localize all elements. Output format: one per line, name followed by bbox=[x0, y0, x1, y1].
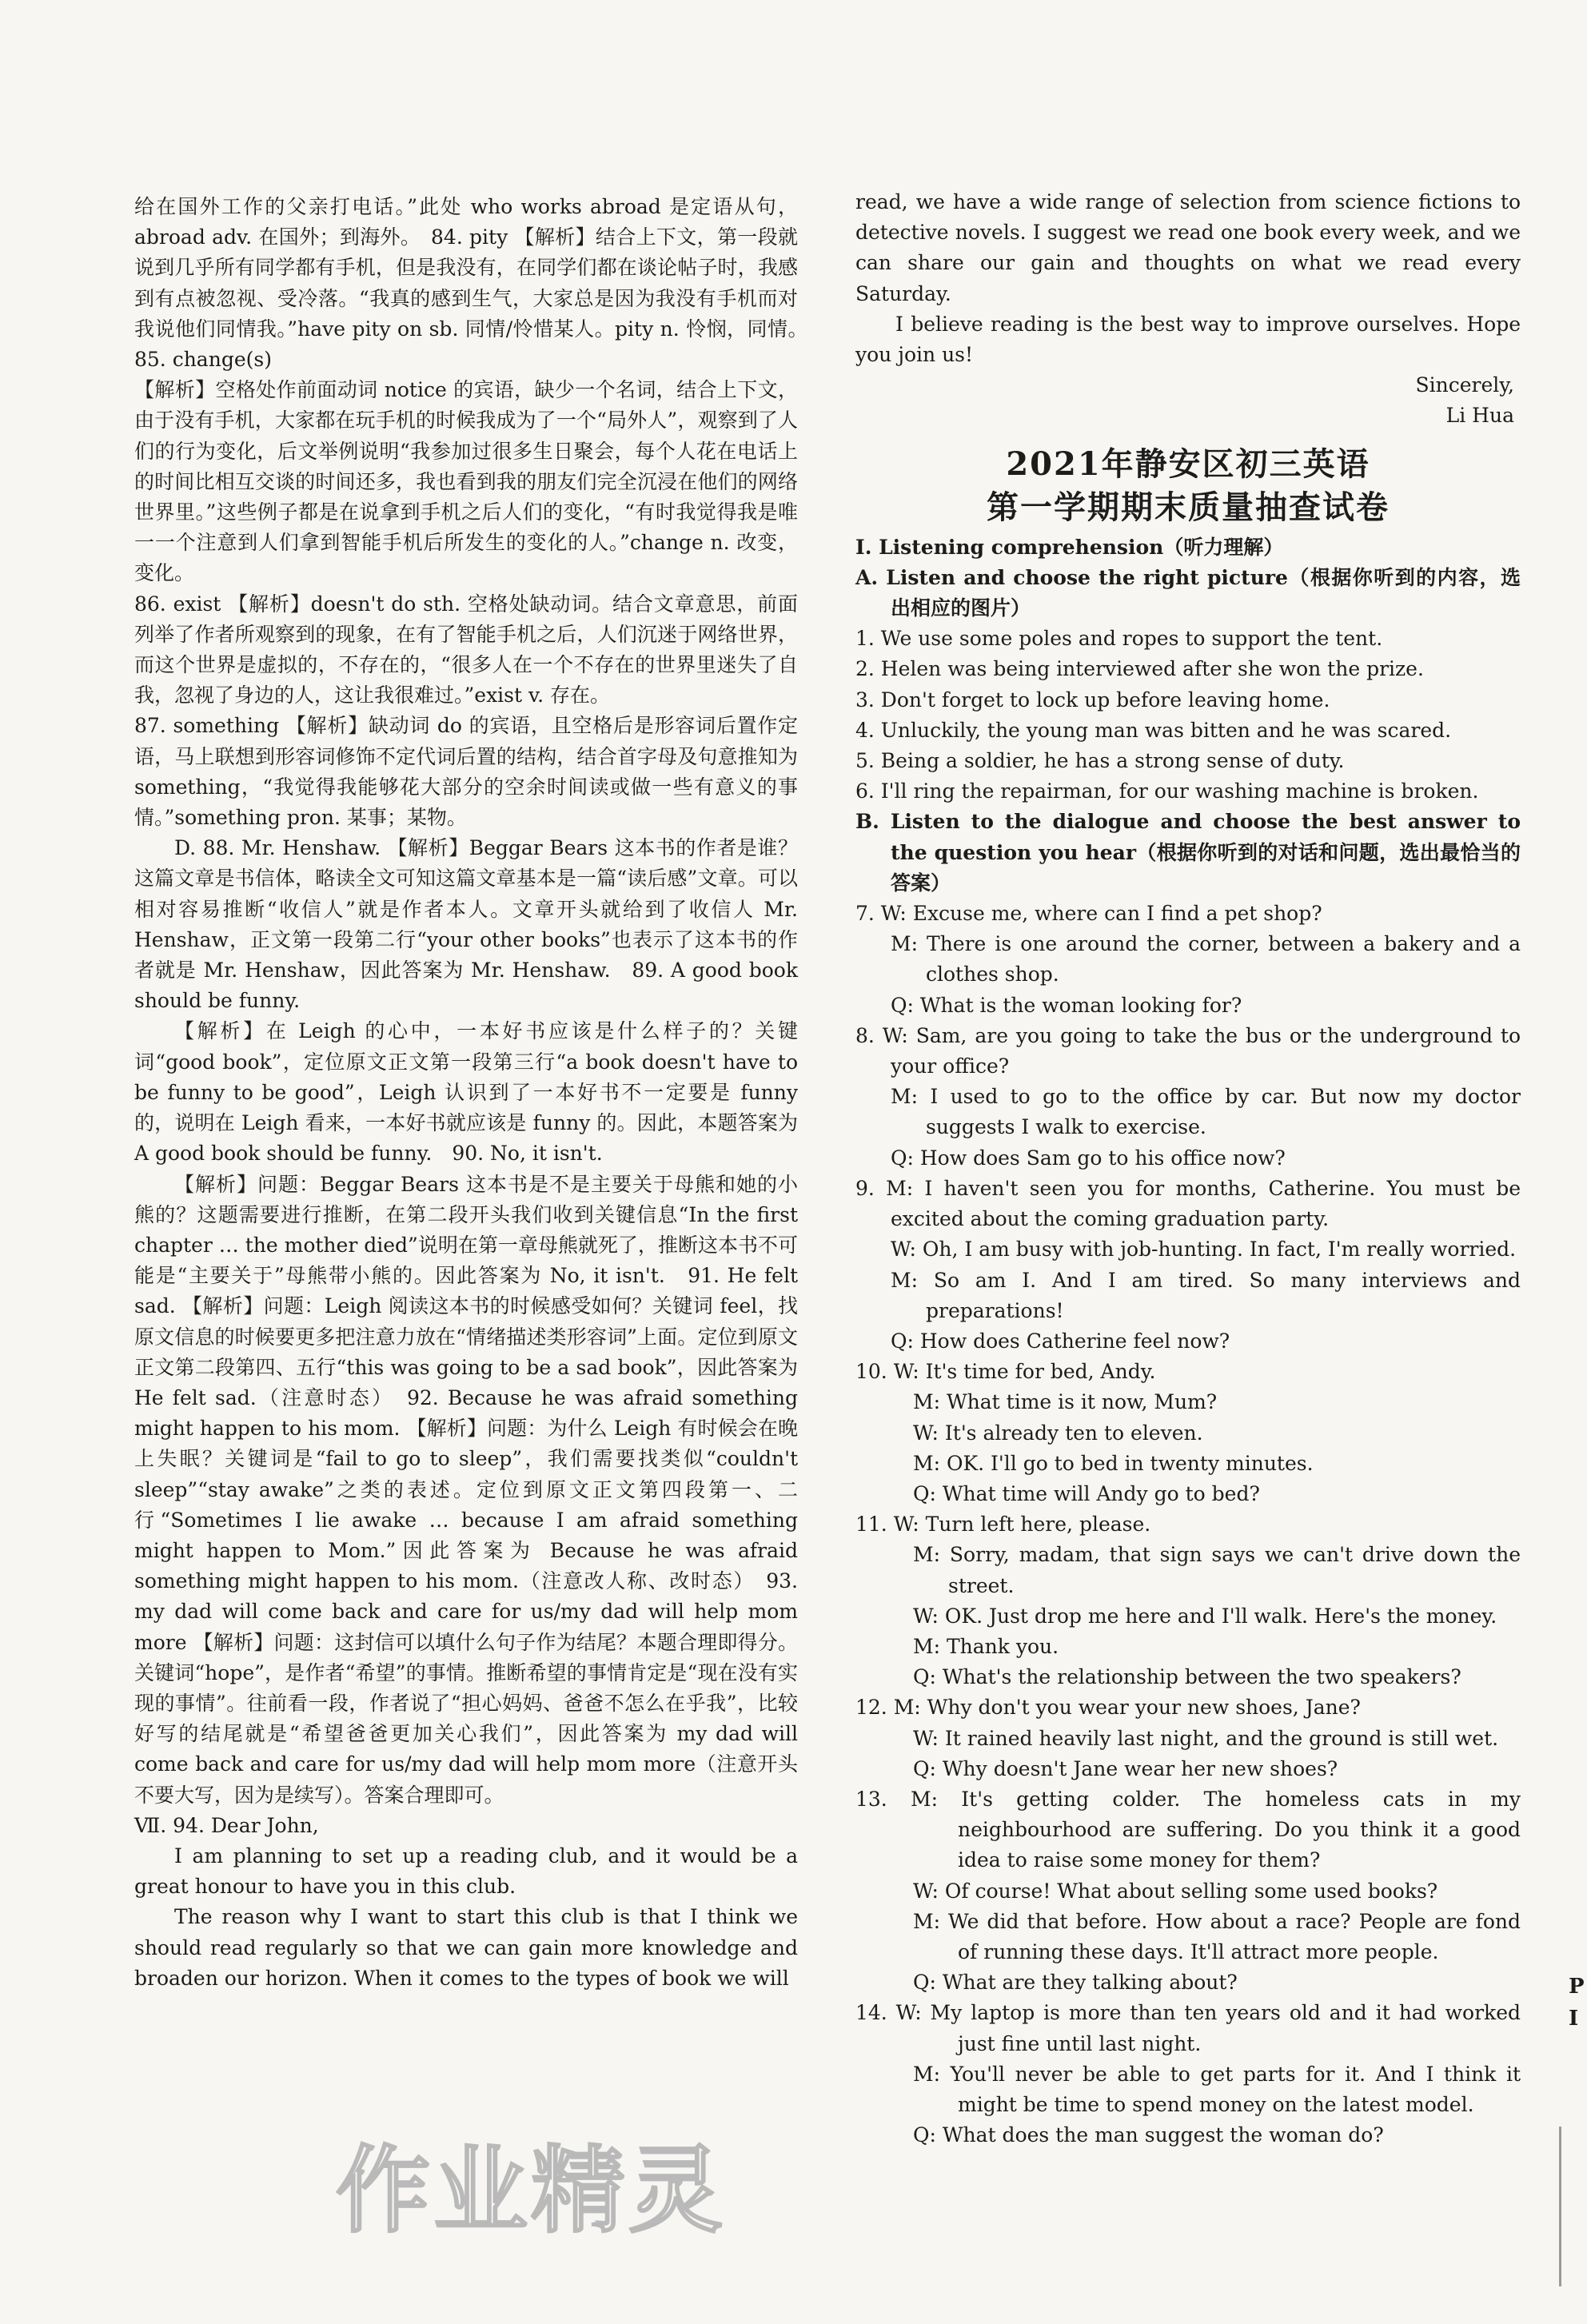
exam-title-line-1: 2021年静安区初三英语 bbox=[1006, 444, 1370, 483]
analysis-89-90: 【解析】在 Leigh 的心中，一本好书应该是什么样子的？关键词“good book”，定位原文正文第一段第三行“a book doesn't have to be funny to be good”，Leigh 认识到了一本好书不一定要是 funny 的，说明在 Leigh 看来，一本好书就应该是 funny 的。因此，本题答案为 A good book should be funny. 90. No, it isn't. bbox=[134, 1019, 798, 1166]
page-edge-line bbox=[1559, 2127, 1561, 2286]
dialogue-10-m2: M: OK. I'll go to bed in twenty minutes. bbox=[913, 1451, 1314, 1475]
section-1-heading: Ⅰ. Listening comprehension（听力理解） bbox=[855, 535, 1284, 559]
dialogue-7-m: M: There is one around the corner, between a bakery and a clothes shop. bbox=[891, 932, 1521, 987]
answer-84-85: 给在国外工作的父亲打电话。”此处 who works abroad 是定语从句，abroad adv. 在国外；到海外。 84. pity 【解析】结合上下文，第一段就说到几乎所有同学都有手机，但是我没有，在同学们都在谈论帖子时，我感到有点被忽视、受冷落。“我真的感到生气，大家总是因为我没有手机而对我说他们同情我。”have pity on sb. 同情/怜惜某人。pity n. 怜悯，同情。 85. change(s) bbox=[134, 195, 819, 372]
dialogue-11-m2: M: Thank you. bbox=[913, 1634, 1059, 1658]
dialogue-12-w: W: It rained heavily last night, and the ground is still wet. bbox=[913, 1726, 1499, 1750]
dialogue-10-w2: W: It's already ten to eleven. bbox=[913, 1421, 1203, 1445]
item-2: 2. Helen was being interviewed after she won the prize. bbox=[855, 657, 1424, 681]
dialogue-13-m: 13. M: It's getting colder. The homeless cats in my neighbourhood are suffering. Do you think it a good idea to raise some money for them? bbox=[855, 1787, 1521, 1872]
answer-88-89: D. 88. Mr. Henshaw. 【解析】Beggar Bears 这本书的作者是谁？这篇文章是书信体，略读全文可知这篇文章基本是一篇“读后感”文章。可以相对容易推断“收信人”就是作者本人。文章开头就给到了收信人 Mr. Henshaw，正文第一段第二行“your other books”也表示了这本书的作者就是 Mr. Henshaw，因此答案为 Mr. Henshaw. 89. A good book should be funny. bbox=[134, 836, 798, 1013]
letter-closing: Sincerely, bbox=[1415, 373, 1514, 397]
dialogue-9-w: W: Oh, I am busy with job-hunting. In fact, I'm really worried. bbox=[891, 1238, 1517, 1262]
dialogue-13-w: W: Of course! What about selling some used books? bbox=[913, 1879, 1438, 1903]
dialogue-8-q: Q: How does Sam go to his office now? bbox=[891, 1146, 1286, 1170]
item-5: 5. Being a soldier, he has a strong sense of duty. bbox=[855, 749, 1345, 773]
margin-letter-p: P bbox=[1569, 1975, 1585, 1999]
dialogue-9-q: Q: How does Catherine feel now? bbox=[891, 1329, 1230, 1353]
letter-paragraph-1: I am planning to set up a reading club, and it would be a great honour to have you in this club. bbox=[134, 1844, 798, 1899]
dialogue-8-m: M: I used to go to the office by car. But now my doctor suggests I walk to exercise. bbox=[891, 1085, 1521, 1139]
letter-paragraph-2-cont: read, we have a wide range of selection from science fictions to detective novels. I suggest we read one book every week, and we can share our gain and thoughts on what we read every Saturday. bbox=[855, 190, 1521, 305]
left-column bbox=[134, 192, 819, 1994]
dialogue-8-w: 8. W: Sam, are you going to take the bus or the underground to your office? bbox=[855, 1023, 1521, 1078]
dialogue-10-m: M: What time is it now, Mum? bbox=[913, 1390, 1218, 1414]
dialogue-14-q: Q: What does the man suggest the woman do? bbox=[913, 2123, 1384, 2147]
letter-signature: Li Hua bbox=[1445, 404, 1514, 428]
dialogue-11-w: 11. W: Turn left here, please. bbox=[855, 1513, 1151, 1537]
answer-86: 86. exist 【解析】doesn't do sth. 空格处缺动词。结合文章意思，前面列举了作者所观察到的现象，在有了智能手机之后，人们沉迷于网络世界，而这个世界是虚拟的，不存在的，“很多人在一个不存在的世界里迷失了自我，忽视了身边的人，这让我很难过。”exist v. 存在。 bbox=[134, 592, 798, 708]
dialogue-12-q: Q: Why doesn't Jane wear her new shoes? bbox=[913, 1756, 1338, 1780]
dialogue-11-m: M: Sorry, madam, that sign says we can't drive down the street. bbox=[913, 1543, 1521, 1597]
section-a-heading: A. Listen and choose the right picture（根据你听到的内容，选出相应的图片） bbox=[855, 565, 1521, 620]
dialogue-10-q: Q: What time will Andy go to bed? bbox=[913, 1481, 1260, 1505]
dialogue-9-m2: M: So am I. And I am tired. So many interviews and preparations! bbox=[891, 1268, 1521, 1322]
dialogue-10-w: 10. W: It's time for bed, Andy. bbox=[855, 1360, 1156, 1384]
dialogue-11-q: Q: What's the relationship between the two speakers? bbox=[913, 1665, 1461, 1689]
dialogue-7-q: Q: What is the woman looking for? bbox=[891, 993, 1242, 1017]
item-6: 6. I'll ring the repairman, for our washing machine is broken. bbox=[855, 779, 1479, 803]
answer-87: 87. something 【解析】缺动词 do 的宾语，且空格后是形容词后置作定语，马上联想到形容词修饰不定代词后置的结构，结合首字母及句意推知为 something，“我觉得我能够花大部分的空余时间读或做一些有意义的事情。”something pron. 某事；某物。 bbox=[134, 714, 798, 830]
exam-title-line-2: 第一学期期末质量抽查试卷 bbox=[987, 488, 1390, 526]
exam-title bbox=[855, 443, 1521, 529]
dialogue-14-m: M: You'll never be able to get parts for it. And I think it might be time to spend money on the latest model. bbox=[913, 2062, 1521, 2116]
margin-letter-i: I bbox=[1569, 2007, 1579, 2031]
dialogue-13-m2: M: We did that before. How about a race? People are fond of running these days. It'll attract more people. bbox=[913, 1909, 1521, 1963]
dialogue-14-w: 14. W: My laptop is more than ten years old and it had worked just fine until last night. bbox=[855, 2001, 1521, 2055]
item-1: 1. We use some poles and ropes to support the tent. bbox=[855, 627, 1383, 651]
dialogue-13-q: Q: What are they talking about? bbox=[913, 1971, 1238, 1995]
item-4: 4. Unluckily, the young man was bitten and he was scared. bbox=[855, 718, 1452, 742]
dialogue-11-w2: W: OK. Just drop me here and I'll walk. Here's the money. bbox=[913, 1604, 1497, 1628]
analysis-85: 【解析】空格处作前面动词 notice 的宾语，缺少一个名词，结合上下文，由于没有手机，大家都在玩手机的时候我成为了一个“局外人”，观察到了人们的行为变化，后文举例说明“我参加过很多生日聚会，每个人花在电话上的时间比相互交谈的时间还多，我也看到我的朋友们完全沉浸在他们的网络世界里。”这些例子都是在说拿到手机之后人们的变化，“有时我觉得我是唯一一个注意到人们拿到智能手机后所发生的变化的人。”change n. 改变，变化。 bbox=[134, 378, 798, 585]
analysis-90-93: 【解析】问题：Beggar Bears 这本书是不是主要关于母熊和她的小熊的？这题需要进行推断，在第二段开头我们收到关键信息“In the first chapter … the mother died”说明在第一章母熊就死了，推断这本书不可能是“主要关于”母熊带小熊的。因此答案为 No, it isn't. 91. He felt sad. 【解析】问题：Leigh 阅读这本书的时候感受如何？关键词 feel，找原文信息的时候要更多把注意力放在“情绪描述类形容词”上面。定位到原文正文第二段第四、五行“this was going to be a sad book”，因此答案为 He felt sad.（注意时态） 92. Because he was afraid something might happen to his mom. 【解析】问题：为什么 Leigh 有时候会在晚上失眠？关键词是“fail to go to sleep”，我们需要找类似“couldn't sleep”“stay awake”之类的表述。定位到原文正文第四段第一、二行“Sometimes I lie awake … because I am afraid something might happen to Mom.”因此答案为 Because he was afraid something might happen to his mom.（注意改人称、改时态） 93. my dad will come back and care for us/my dad will help mom more 【解析】问题：这封信可以填什么句子作为结尾？本题合理即得分。关键词“hope”，是作者“希望”的事情。推断希望的事情肯定是“现在没有实现的事情”。往前看一段，作者说了“担心妈妈、爸爸不怎么在乎我”，比较好写的结尾就是“希望爸爸更加关心我们”，因此答案为 my dad will come back and care for us/my dad will help mom more（注意开头不要大写，因为是续写）。答案合理即可。 bbox=[134, 1172, 798, 1807]
right-column bbox=[855, 187, 1521, 2151]
watermark: 作业精灵 bbox=[336, 2135, 727, 2246]
dialogue-12-m: 12. M: Why don't you wear your new shoes, Jane? bbox=[855, 1696, 1361, 1720]
letter-paragraph-3: I believe reading is the best way to improve ourselves. Hope you join us! bbox=[855, 312, 1521, 367]
item-3: 3. Don't forget to lock up before leaving home. bbox=[855, 688, 1330, 712]
dialogue-7-w: 7. W: Excuse me, where can I find a pet shop? bbox=[855, 902, 1322, 926]
writing-94-header: Ⅶ. 94. Dear John, bbox=[134, 1813, 319, 1837]
dialogue-9-m: 9. M: I haven't seen you for months, Catherine. You must be excited about the coming graduation party. bbox=[855, 1176, 1521, 1231]
letter-paragraph-2: The reason why I want to start this club is that I think we should read regularly so that we can gain more knowledge and broaden our horizon. When it comes to the types of book we will bbox=[134, 1905, 798, 1990]
section-b-heading: B. Listen to the dialogue and choose the best answer to the question you hear（根据你听到的对话和问题，选出最恰当的答案） bbox=[855, 810, 1521, 895]
